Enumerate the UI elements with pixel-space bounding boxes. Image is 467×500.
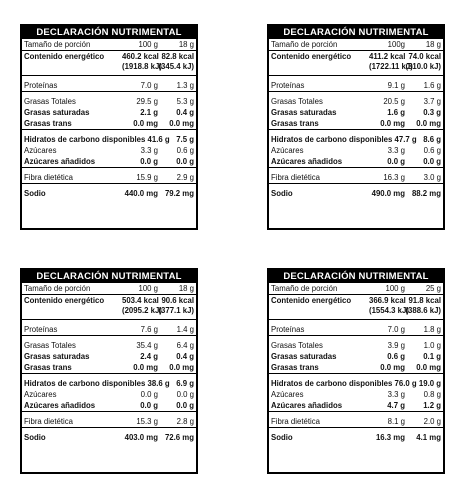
value-per-100: 7.0 g — [387, 325, 405, 334]
nutrient-label: Sodio — [271, 433, 293, 442]
nutrient-label: Fibra dietética — [271, 417, 320, 426]
nutrient-row — [269, 283, 443, 294]
energy-kj-per-100: (1722.11 kJ) — [369, 62, 413, 71]
value-per-100: 3.3 g — [140, 146, 158, 155]
nutrient-label: Grasas Totales — [24, 97, 76, 106]
nutrient-row — [269, 400, 443, 411]
nutrient-row — [22, 107, 196, 118]
value-per-portion: 0.0 g — [423, 157, 441, 166]
energy-kj-row — [269, 306, 443, 319]
value-per-100: 16.3 g — [383, 173, 405, 182]
value-per-portion: 0.4 g — [176, 352, 194, 361]
value-per-portion: 0.0 mg — [169, 363, 194, 372]
nutrient-label: Grasas trans — [24, 119, 72, 128]
nutrient-row — [22, 75, 196, 91]
nutrient-label: Tamaño de porción — [24, 40, 91, 49]
nutrient-row — [22, 294, 196, 306]
value-per-100: 15.9 g — [136, 173, 158, 182]
energy-kj-spacer — [271, 62, 369, 72]
nutrient-row — [269, 294, 443, 306]
value-per-100: 9.1 g — [387, 81, 405, 90]
value-per-portion: 1.0 g — [423, 341, 441, 350]
value-per-portion: 0.0 g — [176, 401, 194, 410]
value-per-portion: 90.6 kcal — [161, 296, 194, 305]
value-per-100: 411.2 kcal — [369, 52, 406, 61]
value-per-100: 41.6 g — [147, 135, 170, 144]
value-per-portion: 0.0 mg — [169, 119, 194, 128]
value-per-portion: 6.4 g — [176, 341, 194, 350]
energy-kj-per-portion: (310.0 kJ) — [405, 62, 441, 71]
value-per-portion: 3.0 g — [423, 173, 441, 182]
nutrient-row — [22, 91, 196, 107]
energy-kj-row — [269, 62, 443, 75]
panel-header: DECLARACIÓN NUTRIMENTAL — [22, 26, 196, 39]
value-per-100: 15.3 g — [136, 417, 158, 426]
value-per-portion: 82.8 kcal — [161, 52, 194, 61]
value-per-100: 0.6 g — [387, 352, 405, 361]
nutrient-row — [269, 107, 443, 118]
nutrient-label: Grasas saturadas — [24, 352, 90, 361]
value-per-100: 490.0 mg — [371, 189, 405, 198]
value-per-portion: 2.0 g — [423, 417, 441, 426]
nutrient-row — [22, 39, 196, 50]
nutrient-label: Azúcares — [271, 146, 304, 155]
value-per-portion: 79.2 mg — [164, 189, 194, 198]
nutrient-row — [22, 427, 196, 443]
energy-kj-spacer — [271, 306, 369, 316]
panel-header: DECLARACIÓN NUTRIMENTAL — [269, 270, 443, 283]
value-per-100: 1.6 g — [387, 108, 405, 117]
nutrient-row — [22, 118, 196, 129]
value-per-100: 3.3 g — [387, 390, 405, 399]
value-per-portion: 0.8 g — [423, 390, 441, 399]
value-per-100: 3.9 g — [387, 341, 405, 350]
nutrient-row — [22, 319, 196, 335]
nutrient-row — [22, 156, 196, 167]
value-per-portion: 18 g — [178, 284, 194, 293]
nutrient-row — [269, 411, 443, 427]
nutrient-row — [22, 183, 196, 199]
value-per-100: 20.5 g — [383, 97, 405, 106]
nutrient-label: Sodio — [24, 189, 46, 198]
nutrient-label: Azúcares añadidos — [271, 157, 343, 166]
nutrient-label: Grasas trans — [271, 363, 319, 372]
nutrient-label: Contenido energético — [24, 52, 105, 61]
nutrient-row — [269, 389, 443, 400]
value-per-portion: 0.0 g — [176, 390, 194, 399]
nutrient-row — [269, 362, 443, 373]
value-per-100: 4.7 g — [387, 401, 405, 410]
value-per-portion: 91.8 kcal — [408, 296, 441, 305]
nutrient-label: Grasas trans — [271, 119, 319, 128]
value-per-100: 460.2 kcal — [122, 52, 159, 61]
energy-kj-row — [22, 62, 196, 75]
nutrient-label: Grasas saturadas — [271, 108, 337, 117]
panel-header: DECLARACIÓN NUTRIMENTAL — [269, 26, 443, 39]
nutrient-row — [22, 335, 196, 351]
nutrient-label: Fibra dietética — [271, 173, 320, 182]
value-per-portion: 72.6 mg — [164, 433, 194, 442]
energy-kj-per-100: (1918.8 kJ) — [122, 62, 162, 71]
value-per-portion: 1.3 g — [176, 81, 194, 90]
value-per-100: 8.1 g — [387, 417, 405, 426]
nutrition-panel-2 — [267, 24, 445, 230]
nutrient-label: Hidratos de carbono disponibles — [24, 379, 146, 388]
value-per-portion: 0.0 mg — [416, 363, 441, 372]
value-per-portion: 18 g — [425, 40, 441, 49]
nutrient-label: Azúcares — [24, 390, 57, 399]
nutrient-row — [269, 335, 443, 351]
value-per-portion: 6.9 g — [176, 379, 194, 388]
nutrient-label: Fibra dietética — [24, 173, 73, 182]
nutrient-label: Hidratos de carbono disponibles — [24, 135, 146, 144]
value-per-100: 7.6 g — [140, 325, 158, 334]
nutrient-row — [22, 411, 196, 427]
nutrient-label: Azúcares añadidos — [271, 401, 343, 410]
value-per-100: 2.1 g — [140, 108, 158, 117]
nutrient-label: Tamaño de porción — [24, 284, 91, 293]
nutrient-row — [22, 129, 196, 145]
value-per-portion: 88.2 mg — [411, 189, 441, 198]
nutrient-label: Azúcares — [24, 146, 57, 155]
value-per-portion: 0.3 g — [423, 108, 441, 117]
energy-kj-per-portion: (388.6 kJ) — [405, 306, 441, 315]
nutrient-label: Contenido energético — [271, 52, 352, 61]
nutrition-panel-4 — [267, 268, 445, 474]
nutrient-label: Sodio — [24, 433, 46, 442]
nutrient-label: Contenido energético — [24, 296, 105, 305]
nutrient-label: Grasas saturadas — [24, 108, 90, 117]
nutrient-label: Hidratos de carbono disponibles — [271, 135, 393, 144]
nutrient-label: Grasas Totales — [271, 97, 323, 106]
nutrient-row — [22, 145, 196, 156]
value-per-100: 366.9 kcal — [369, 296, 406, 305]
energy-kj-row — [22, 306, 196, 319]
value-per-100: 7.0 g — [140, 81, 158, 90]
value-per-100: 16.3 mg — [375, 433, 405, 442]
value-per-100: 503.4 kcal — [122, 296, 159, 305]
nutrient-row — [22, 362, 196, 373]
nutrient-row — [269, 167, 443, 183]
nutrient-row — [269, 156, 443, 167]
nutrient-row — [269, 39, 443, 50]
nutrient-row — [269, 91, 443, 107]
nutrient-row — [269, 129, 443, 145]
value-per-100: 29.5 g — [136, 97, 158, 106]
nutrient-label: Tamaño de porción — [271, 40, 338, 49]
energy-kj-per-portion: (345.4 kJ) — [158, 62, 194, 71]
value-per-100: 0.0 g — [140, 401, 158, 410]
nutrient-row — [269, 183, 443, 199]
value-per-100: 100 g — [138, 40, 158, 49]
value-per-portion: 1.6 g — [423, 81, 441, 90]
value-per-portion: 25 g — [425, 284, 441, 293]
value-per-portion: 0.6 g — [176, 146, 194, 155]
value-per-100: 403.0 mg — [124, 433, 158, 442]
value-per-100: 0.0 mg — [380, 363, 405, 372]
nutrient-row — [22, 373, 196, 389]
nutrient-label: Grasas trans — [24, 363, 72, 372]
nutrient-row — [269, 351, 443, 362]
value-per-portion: 4.1 mg — [416, 433, 441, 442]
value-per-portion: 3.7 g — [423, 97, 441, 106]
value-per-portion: 7.5 g — [176, 135, 194, 144]
energy-kj-per-portion: (377.1 kJ) — [158, 306, 194, 315]
value-per-100: 47.7 g — [394, 135, 417, 144]
nutrient-label: Azúcares añadidos — [24, 157, 96, 166]
nutrient-row — [22, 389, 196, 400]
value-per-100: 0.0 g — [140, 157, 158, 166]
nutrient-label: Azúcares añadidos — [24, 401, 96, 410]
value-per-portion: 19.0 g — [418, 379, 441, 388]
energy-kj-spacer — [24, 306, 122, 316]
value-per-portion: 2.9 g — [176, 173, 194, 182]
nutrient-label: Fibra dietética — [24, 417, 73, 426]
nutrient-label: Proteínas — [24, 325, 58, 334]
value-per-portion: 2.8 g — [176, 417, 194, 426]
value-per-portion: 1.8 g — [423, 325, 441, 334]
value-per-100: 0.0 mg — [133, 119, 158, 128]
value-per-portion: 1.2 g — [423, 401, 441, 410]
nutrient-label: Contenido energético — [271, 296, 352, 305]
value-per-100: 0.0 g — [387, 157, 405, 166]
nutrient-row — [269, 75, 443, 91]
nutrient-row — [22, 351, 196, 362]
value-per-portion: 0.0 mg — [416, 119, 441, 128]
value-per-100: 0.0 g — [140, 390, 158, 399]
nutrient-label: Hidratos de carbono disponibles — [271, 379, 393, 388]
nutrient-row — [269, 50, 443, 62]
nutrient-row — [269, 145, 443, 156]
value-per-portion: 18 g — [178, 40, 194, 49]
value-per-100: 2.4 g — [140, 352, 158, 361]
value-per-portion: 1.4 g — [176, 325, 194, 334]
value-per-portion: 5.3 g — [176, 97, 194, 106]
nutrition-panel-3 — [20, 268, 198, 474]
value-per-portion: 0.6 g — [423, 146, 441, 155]
nutrient-label: Proteínas — [271, 81, 305, 90]
nutrient-row — [269, 118, 443, 129]
value-per-100: 100 g — [138, 284, 158, 293]
nutrient-row — [269, 319, 443, 335]
value-per-100: 100g — [387, 40, 405, 49]
nutrient-row — [269, 427, 443, 443]
nutrient-row — [22, 50, 196, 62]
nutrient-label: Proteínas — [271, 325, 305, 334]
nutrient-label: Grasas saturadas — [271, 352, 337, 361]
value-per-100: 76.0 g — [394, 379, 417, 388]
energy-kj-per-100: (1554.3 kJ) — [369, 306, 409, 315]
value-per-100: 38.6 g — [147, 379, 170, 388]
value-per-portion: 0.4 g — [176, 108, 194, 117]
nutrient-row — [269, 373, 443, 389]
value-per-portion: 0.0 g — [176, 157, 194, 166]
nutrient-row — [22, 167, 196, 183]
value-per-100: 100 g — [385, 284, 405, 293]
value-per-portion: 74.0 kcal — [408, 52, 441, 61]
nutrient-label: Azúcares — [271, 390, 304, 399]
value-per-100: 35.4 g — [136, 341, 158, 350]
value-per-portion: 0.1 g — [423, 352, 441, 361]
value-per-100: 440.0 mg — [124, 189, 158, 198]
nutrition-panel-1 — [20, 24, 198, 230]
value-per-100: 3.3 g — [387, 146, 405, 155]
nutrient-label: Proteínas — [24, 81, 58, 90]
value-per-100: 0.0 mg — [133, 363, 158, 372]
nutrient-label: Tamaño de porción — [271, 284, 338, 293]
nutrient-label: Sodio — [271, 189, 293, 198]
nutrient-row — [22, 283, 196, 294]
value-per-portion: 8.6 g — [423, 135, 441, 144]
nutrient-label: Grasas Totales — [271, 341, 323, 350]
nutrient-row — [22, 400, 196, 411]
nutrient-label: Grasas Totales — [24, 341, 76, 350]
value-per-100: 0.0 mg — [380, 119, 405, 128]
energy-kj-per-100: (2095.2 kJ) — [122, 306, 162, 315]
panel-header: DECLARACIÓN NUTRIMENTAL — [22, 270, 196, 283]
energy-kj-spacer — [24, 62, 122, 72]
